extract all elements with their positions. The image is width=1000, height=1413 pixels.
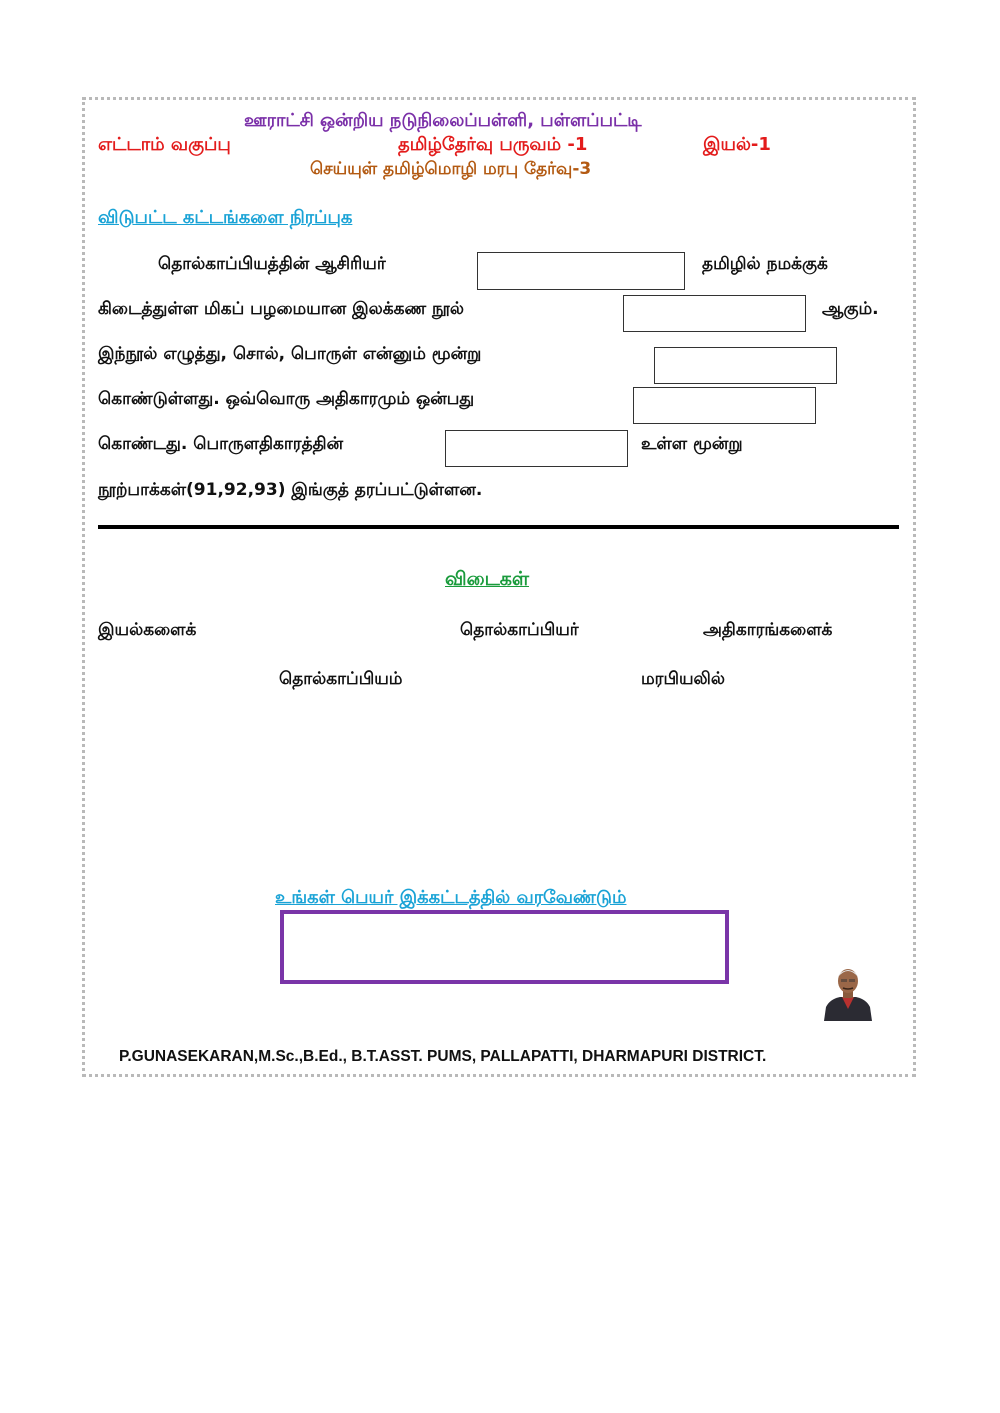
- author-photo: [820, 963, 876, 1021]
- passage-line-2b: ஆகும்.: [822, 299, 879, 319]
- passage-line-2a: கிடைத்துள்ள மிகப் பழமையான இலக்கண நூல்: [98, 299, 464, 319]
- drop-blank-4[interactable]: [633, 387, 816, 424]
- answer-word-3[interactable]: அதிகாரங்களைக்: [703, 620, 833, 640]
- answer-word-5[interactable]: மரபியலில்: [641, 669, 725, 689]
- exam-label: தமிழ்தேர்வு பருவம் -1: [398, 134, 588, 155]
- answer-word-4[interactable]: தொல்காப்பியம்: [279, 669, 403, 689]
- school-name: ஊராட்சி ஒன்றிய நடுநிலைப்பள்ளி, பள்ளப்பட்டி: [244, 110, 642, 131]
- passage-line-6a: நூற்பாக்கள்(91,92,93) இங்குத் தரப்பட்டுள்ளன.: [98, 480, 483, 500]
- passage-line-1a: தொல்காப்பியத்தின் ஆசிரியர்: [158, 254, 386, 274]
- passage-line-1b: தமிழில் நமக்குக்: [702, 254, 828, 274]
- answer-word-2[interactable]: தொல்காப்பியர்: [460, 620, 579, 640]
- unit-label: இயல்-1: [703, 134, 771, 155]
- answer-word-1[interactable]: இயல்களைக்: [98, 620, 197, 640]
- grade-label: எட்டாம் வகுப்பு: [98, 134, 231, 155]
- topic-label: செய்யுள் தமிழ்மொழி மரபு தேர்வு-3: [310, 159, 592, 179]
- drop-blank-1[interactable]: [477, 252, 685, 290]
- name-instruction: உங்கள் பெயர் இக்கட்டத்தில் வரவேண்டும்: [275, 887, 627, 908]
- passage-line-5b: உள்ள மூன்று: [641, 434, 743, 454]
- author-footer: P.GUNASEKARAN,M.Sc.,B.Ed., B.T.ASST. PUMS, PALLAPATTI, DHARMAPURI DISTRICT.: [119, 1048, 767, 1065]
- section-divider: [98, 525, 899, 529]
- instruction-heading: விடுபட்ட கட்டங்களை நிரப்புக: [98, 207, 353, 228]
- answers-heading: விடைகள்: [445, 568, 530, 590]
- drop-blank-5[interactable]: [445, 430, 628, 467]
- drop-blank-3[interactable]: [654, 347, 837, 384]
- student-name-input[interactable]: [280, 910, 729, 984]
- passage-line-3a: இந்நூல் எழுத்து, சொல், பொருள் என்னும் மூன்று: [98, 344, 482, 364]
- passage-line-4a: கொண்டுள்ளது. ஒவ்வொரு அதிகாரமும் ஒன்பது: [98, 389, 475, 409]
- passage-line-5a: கொண்டது. பொருளதிகாரத்தின்: [98, 434, 344, 454]
- drop-blank-2[interactable]: [623, 295, 806, 332]
